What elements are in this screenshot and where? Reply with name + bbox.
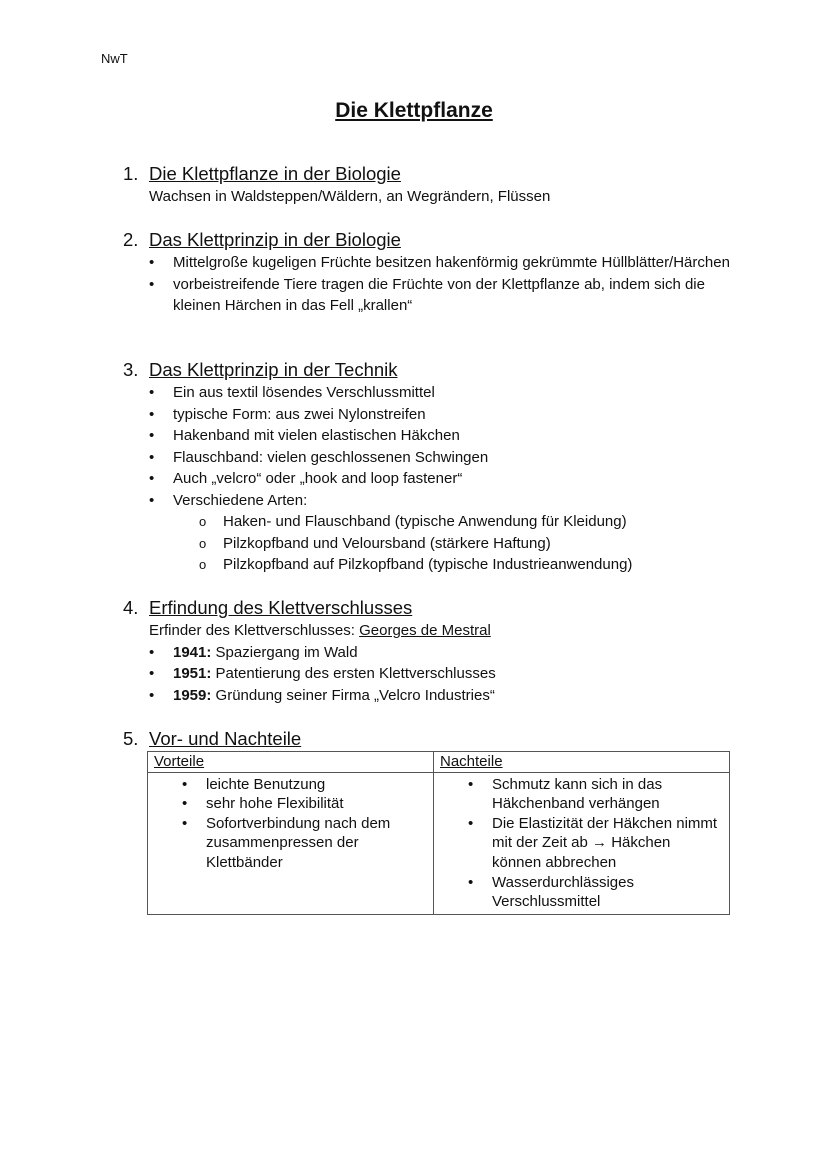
page-title: Die Klettpflanze — [335, 99, 493, 122]
year: 1959: — [173, 686, 212, 704]
bullet-icon: • — [149, 643, 155, 661]
bullet-icon: • — [468, 873, 474, 891]
section-title: Erfindung des Klettverschlusses — [149, 597, 413, 618]
bullet-list — [149, 252, 743, 317]
sub-list-item: o Pilzkopfband auf Pilzkopfband (typische Industrieanwendung) — [199, 554, 743, 576]
section-title: Das Klettprinzip in der Technik — [149, 359, 398, 380]
cons-list — [440, 775, 723, 912]
bullet-icon: • — [182, 795, 188, 813]
bullet-icon: • — [149, 491, 155, 509]
bullet-icon: • — [149, 665, 155, 682]
section-text: Wachsen in Waldsteppen/Wäldern, an Wegrändern, Flüssen — [149, 188, 551, 205]
cons-cell — [434, 772, 730, 914]
section-heading — [123, 228, 743, 252]
section-title: Das Klettprinzip in der Biologie — [149, 229, 401, 250]
list-item: • Die Elastizität der Häkchen nimmt mit der Zeit ab → Häkchen können abbrechen — [468, 814, 718, 871]
section-heading — [123, 596, 743, 620]
timeline-item: • 1951: Patentierung des ersten Klettverschlusses — [149, 663, 743, 685]
inventor-name: Georges de Mestral — [359, 622, 491, 639]
bullet-icon: • — [149, 405, 155, 423]
section-number: 2. — [123, 229, 139, 250]
list-item: • Wasserdurchlässiges Verschlussmittel — [468, 873, 634, 911]
table-row — [148, 772, 730, 914]
list-item: • Sofortverbindung nach dem zusammenpressen der Klettbänder — [182, 814, 391, 871]
list-item: • Flauschband: vielen geschlossenen Schwingen — [149, 447, 743, 469]
bullet-icon: • — [149, 448, 155, 466]
timeline-item: • 1941: Spaziergang im Wald — [149, 642, 743, 664]
section-number: 4. — [123, 597, 139, 618]
section-heading — [123, 727, 743, 751]
timeline-list — [149, 642, 743, 707]
section-heading — [123, 358, 743, 382]
bullet-icon: • — [468, 814, 474, 832]
bullet-list — [149, 382, 743, 576]
bullet-icon: • — [149, 686, 155, 704]
section-3 — [123, 358, 743, 576]
section-4 — [123, 596, 743, 706]
section-2 — [123, 228, 743, 317]
timeline-item: • 1959: Gründung seiner Firma „Velcro Industries“ — [149, 685, 743, 707]
year: 1951: — [173, 665, 212, 682]
bullet-icon: • — [182, 814, 188, 832]
circle-bullet-icon: o — [199, 557, 207, 572]
inventor-line: Erfinder des Klettverschlusses: Georges de Mestral — [149, 622, 491, 639]
sub-list-item: o Pilzkopfband und Veloursband (stärkere Haftung) — [199, 533, 743, 555]
bullet-icon: • — [149, 384, 155, 401]
section-heading — [123, 162, 743, 186]
pros-header: Vorteile — [148, 752, 434, 773]
list-item: • Verschiedene Arten: o Haken- und Flauschband (typische Anwendung für Kleidung) o Pilzkopfband und Veloursband (stärkere Haftung) o Pilzkopfband auf Pilzkopfband (typische Industrieanwendung) — [149, 490, 743, 576]
pros-list — [154, 775, 427, 873]
bullet-icon: • — [149, 427, 155, 444]
section-number: 1. — [123, 163, 139, 184]
section-title: Die Klettpflanze in der Biologie — [149, 163, 401, 184]
pros-cons-table — [147, 751, 730, 915]
cons-header: Nachteile — [434, 752, 730, 773]
sub-bullet-list — [173, 511, 743, 576]
circle-bullet-icon: o — [199, 514, 207, 529]
bullet-icon: • — [149, 275, 155, 293]
pros-cell — [148, 772, 434, 914]
bullet-icon: • — [149, 470, 155, 487]
section-number: 3. — [123, 359, 139, 380]
list-item: • Mittelgroße kugeligen Früchte besitzen hakenförmig gekrümmte Hüllblätter/Härchen — [149, 252, 743, 274]
list-item: • sehr hohe Flexibilität — [182, 795, 344, 813]
sub-list-item: o Haken- und Flauschband (typische Anwendung für Kleidung) — [199, 511, 743, 533]
list-item: • Schmutz kann sich in das Häkchenband verhängen — [468, 775, 663, 813]
circle-bullet-icon: o — [199, 535, 207, 551]
list-item: • Ein aus textil lösendes Verschlussmittel — [149, 382, 743, 404]
section-5 — [123, 727, 743, 751]
section-title: Vor- und Nachteile — [149, 728, 302, 749]
list-item: • Auch „velcro“ oder „hook and loop fastener“ — [149, 468, 743, 490]
section-1 — [123, 162, 743, 208]
section-number: 5. — [123, 728, 139, 749]
bullet-icon: • — [468, 775, 474, 793]
subject-header: NwT — [101, 51, 128, 66]
list-item: • Hakenband mit vielen elastischen Häkchen — [149, 425, 743, 447]
list-item: • vorbeistreifende Tiere tragen die Früchte von der Klettpflanze ab, indem sich die kleinen Härchen in das Fell „krallen“ — [149, 275, 705, 314]
bullet-icon: • — [182, 775, 188, 793]
list-item: • leichte Benutzung — [182, 775, 326, 793]
bullet-icon: • — [149, 254, 155, 271]
list-item: • typische Form: aus zwei Nylonstreifen — [149, 404, 743, 426]
year: 1941: — [173, 643, 212, 661]
table-header-row — [148, 752, 730, 773]
